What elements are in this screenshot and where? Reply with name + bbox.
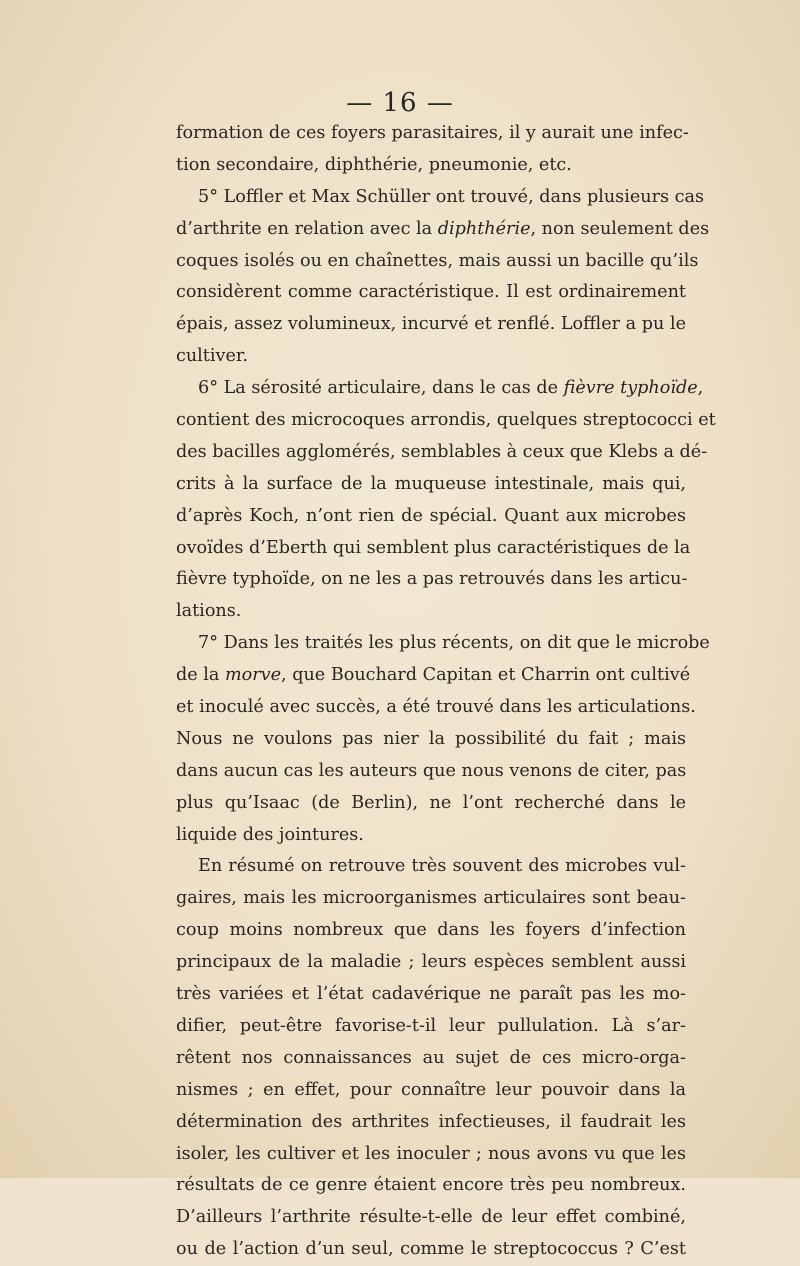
italic-term: diphthérie [437, 218, 531, 239]
body-text [176, 118, 716, 1266]
text-line: et inoculé avec succès, a été trouvé dans les articulations. [176, 697, 696, 718]
text-line: ou de l’action d’un seul, comme le streptococcus ? C’est [176, 1239, 686, 1260]
italic-term: morve [224, 665, 282, 686]
text-line: résultats de ce genre étaient encore très peu nombreux. [176, 1175, 686, 1196]
text-line: liquide des jointures. [176, 824, 364, 845]
text-line: gaires, mais les microorganismes articulaires sont beau- [176, 888, 686, 909]
text-line: contient des microcoques arrondis, quelques streptococci et [176, 410, 716, 431]
text-line: coup moins nombreux que dans les foyers d’infection [176, 920, 686, 941]
text-line: ovoïdes d’Eberth qui semblent plus caractéristiques de la [176, 537, 691, 558]
text-line: d’après Koch, n’ont rien de spécial. Quant aux microbes [176, 505, 686, 526]
text-run: , [697, 378, 704, 399]
text-line: très variées et l’état cadavérique ne paraît pas les mo- [176, 984, 686, 1005]
text-run: d’arthrite en relation avec la [176, 218, 438, 239]
text-line: fièvre typhoïde, on ne les a pas retrouvés dans les articu- [176, 569, 688, 590]
text-line: difier, peut-être favorise-t-il leur pullulation. Là s’ar- [176, 1015, 686, 1036]
text-line [176, 373, 704, 405]
text-line: isoler, les cultiver et les inoculer ; nous avons vu que les [176, 1143, 686, 1164]
text-run: de la [176, 665, 225, 686]
text-line: des bacilles agglomérés, semblables à ceux que Klebs a dé- [176, 441, 708, 462]
text-line: nismes ; en effet, pour connaître leur pouvoir dans la [176, 1079, 686, 1100]
text-line: D’ailleurs l’arthrite résulte-t-elle de leur effet combiné, [176, 1207, 686, 1228]
text-line: formation de ces foyers parasitaires, il y aurait une infec- [176, 123, 689, 143]
text-line: Nous ne voulons pas nier la possibilité du fait ; mais [176, 728, 686, 749]
text-run: , que Bouchard Capitan et Charrin ont cultivé [281, 665, 691, 686]
text-line: considèrent comme caractéristique. Il est ordinairement [176, 282, 686, 303]
text-line: plus qu’Isaac (de Berlin), ne l’ont recherché dans le [176, 792, 686, 813]
text-line [176, 214, 710, 246]
italic-term: fièvre typhoïde [563, 378, 698, 399]
text-line: crits à la surface de la muqueuse intestinale, mais qui, [176, 473, 686, 494]
text-run: , non seulement des [530, 218, 710, 239]
text-line: 7° Dans les traités les plus récents, on dit que le microbe [198, 633, 710, 654]
text-line [176, 660, 691, 692]
page-number: — 16 — [346, 88, 454, 118]
text-line: rêtent nos connaissances au sujet de ces micro-orga- [176, 1047, 686, 1068]
text-line: épais, assez volumineux, incurvé et renflé. Loffler a pu le [176, 314, 686, 335]
text-line: principaux de la maladie ; leurs espèces semblent aussi [176, 952, 686, 973]
text-line: détermination des arthrites infectieuses, il faudrait les [176, 1111, 686, 1132]
text-line: En résumé on retrouve très souvent des microbes vul- [198, 856, 686, 877]
text-line: cultiver. [176, 346, 248, 367]
text-run: 6° La sérosité articulaire, dans le cas de [198, 378, 564, 399]
text-line: lations. [176, 601, 242, 622]
text-line: coques isolés ou en chaînettes, mais aussi un bacille qu’ils [176, 250, 699, 271]
text-line: dans aucun cas les auteurs que nous venons de citer, pas [176, 760, 687, 781]
text-line: tion secondaire, diphthérie, pneumonie, etc. [176, 154, 572, 175]
text-line: 5° Loffler et Max Schüller ont trouvé, dans plusieurs cas [198, 186, 704, 207]
